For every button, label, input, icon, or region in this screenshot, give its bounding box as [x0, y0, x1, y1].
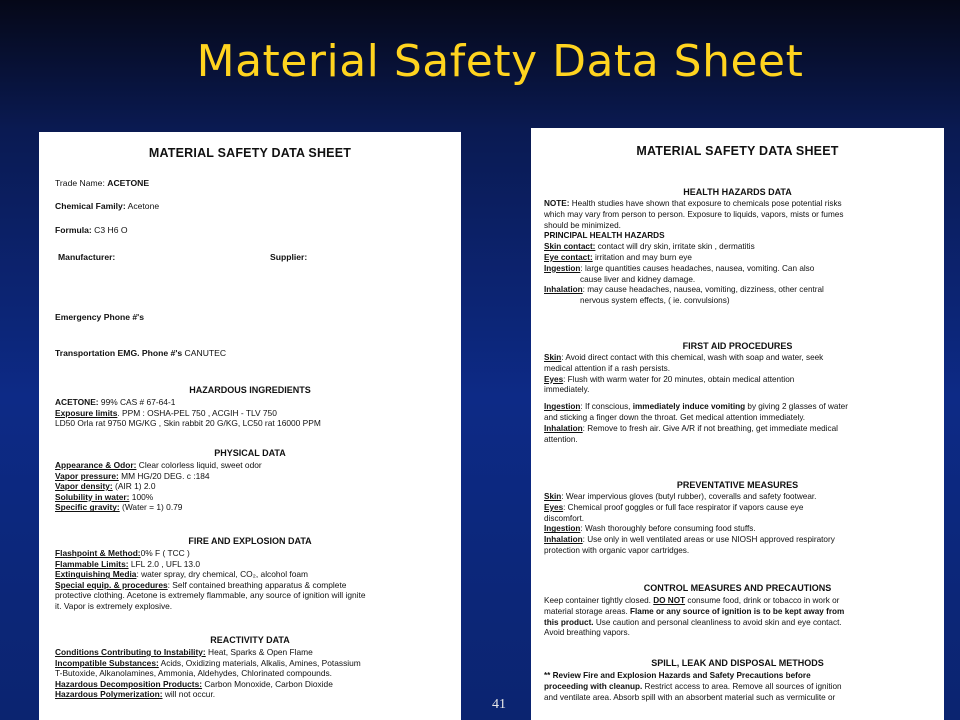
formula-row: Formula: C3 H6 O [55, 225, 128, 235]
health-hazards-block: NOTE: Health studies have shown that exposure to chemicals pose potential risks which may vary from person to person. Exposure to liquids, vapors, mists or fumes should be minimized. PRINCIPAL HEALTH HAZARDS Skin contact: contact will dry skin, irritate skin , dermatitis Eye contact: irritation and may burn eye Ingestion: large quantities causes headaches, nausea, vomiting. Can also cause liver and kidney damage. Inhalation: may cause headaches, nausea, vomiting, dizziness, other central nervous system effects, ( ie. convulsions) [544, 199, 844, 306]
physical-data-heading: PHYSICAL DATA [214, 448, 286, 458]
reactivity-block: Conditions Contributing to Instability: Heat, Sparks & Open Flame Incompatible Substances: Acids, Oxidizing materials, Alkalis, Amines, Potassium T-Butoxide, Alkanolamines, Ammonia, Aldehydes, Chlorinated compounds. Hazardous Decomposition Products: Carbon Monoxide, Carbon Dioxide Hazardous Polymerization: will not occur. [55, 647, 361, 700]
right-page-title: MATERIAL SAFETY DATA SHEET [636, 144, 839, 158]
control-measures-heading: CONTROL MEASURES AND PRECAUTIONS [643, 583, 832, 593]
first-aid-heading: FIRST AID PROCEDURES [682, 341, 793, 351]
spill-leak-block: ** Review Fire and Explosion Hazards and Safety Precautions before proceeding with cleanup. Restrict access to area. Remove all sources of ignition and ventilate area. Absorb spill with an absorbent material such as vermiculite or [544, 671, 842, 702]
msds-page-left [39, 132, 461, 720]
fire-explosion-heading: FIRE AND EXPLOSION DATA [188, 536, 312, 546]
fire-explosion-block: Flashpoint & Method:0% F ( TCC ) Flammable Limits: LFL 2.0 , UFL 13.0 Extinguishing Media: water spray, dry chemical, CO₂, alcohol foam Special equip. & procedures: Self contained breathing apparatus & complete protective clothing. Acetone is extremely flammable, any source of ignition will ignite it. Vapor is extremely explosive. [55, 548, 366, 611]
manufacturer-label: Manufacturer: [58, 252, 116, 262]
supplier-label: Supplier: [270, 252, 308, 262]
chemical-family-row: Chemical Family: Acetone [55, 201, 160, 211]
slide-number: 41 [492, 697, 506, 712]
physical-data-block: Appearance & Odor: Clear colorless liquid, sweet odor Vapor pressure: MM HG/20 DEG. c :184 Vapor density: (AIR 1) 2.0 Solubility in water: 100% Specific gravity: (Water = 1) 0.79 [55, 460, 262, 513]
preventative-block: Skin: Wear impervious gloves (butyl rubber), coveralls and safety footwear. Eyes: Chemical proof goggles or full face respirator if vapors cause eye discomfort. Ingestion: Wash thoroughly before consuming food stuffs. Inhalation: Use only in well ventilated areas or use NIOSH approved respiratory protection with organic vapor cartridges. [544, 492, 835, 555]
left-page-title: MATERIAL SAFETY DATA SHEET [148, 146, 352, 160]
control-measures-block: Keep container tightly closed. DO NOT consume food, drink or tobacco in work or material storage areas. Flame or any source of ignition is to be kept away from this product. Use caution and personal cleanliness to avoid skin and eye contact. Avoid breathing vapors. [544, 596, 845, 638]
reactivity-heading: REACTIVITY DATA [210, 635, 290, 645]
slide-title: Material Safety Data Sheet [196, 36, 804, 87]
hazardous-ingredients-heading: HAZARDOUS INGREDIENTS [189, 385, 311, 395]
spill-leak-heading: SPILL, LEAK AND DISPOSAL METHODS [651, 658, 824, 668]
emergency-phone-row: Emergency Phone #'s [55, 312, 144, 322]
preventative-heading: PREVENTATIVE MEASURES [676, 480, 799, 490]
first-aid-block: Skin: Avoid direct contact with this chemical, wash with soap and water, seek medical attention if a rash persists. Eyes: Flush with warm water for 20 minutes, obtain medical attention immediately. Ingestion: If conscious, immediately induce vomiting by giving 2 glasses of water and sticking a finger down the throat. Get medical attention immediately. Inhalation: Remove to fresh air. Give A/R if not breathing, get immediate medical attention. [544, 353, 848, 444]
msds-page-right [531, 128, 944, 720]
hazardous-ingredients-block: ACETONE: 99% CAS # 67-64-1 Exposure limits. PPM : OSHA-PEL 750 , ACGIH - TLV 750 LD50 Orla rat 9750 MG/KG , Skin rabbit 20 G/KG, LC50 rat 16000 PPM [55, 397, 321, 429]
transport-phone-row: Transportation EMG. Phone #'s CANUTEC [55, 348, 227, 358]
trade-name-row: Trade Name: ACETONE [55, 178, 150, 188]
health-hazards-heading: HEALTH HAZARDS DATA [683, 187, 792, 197]
